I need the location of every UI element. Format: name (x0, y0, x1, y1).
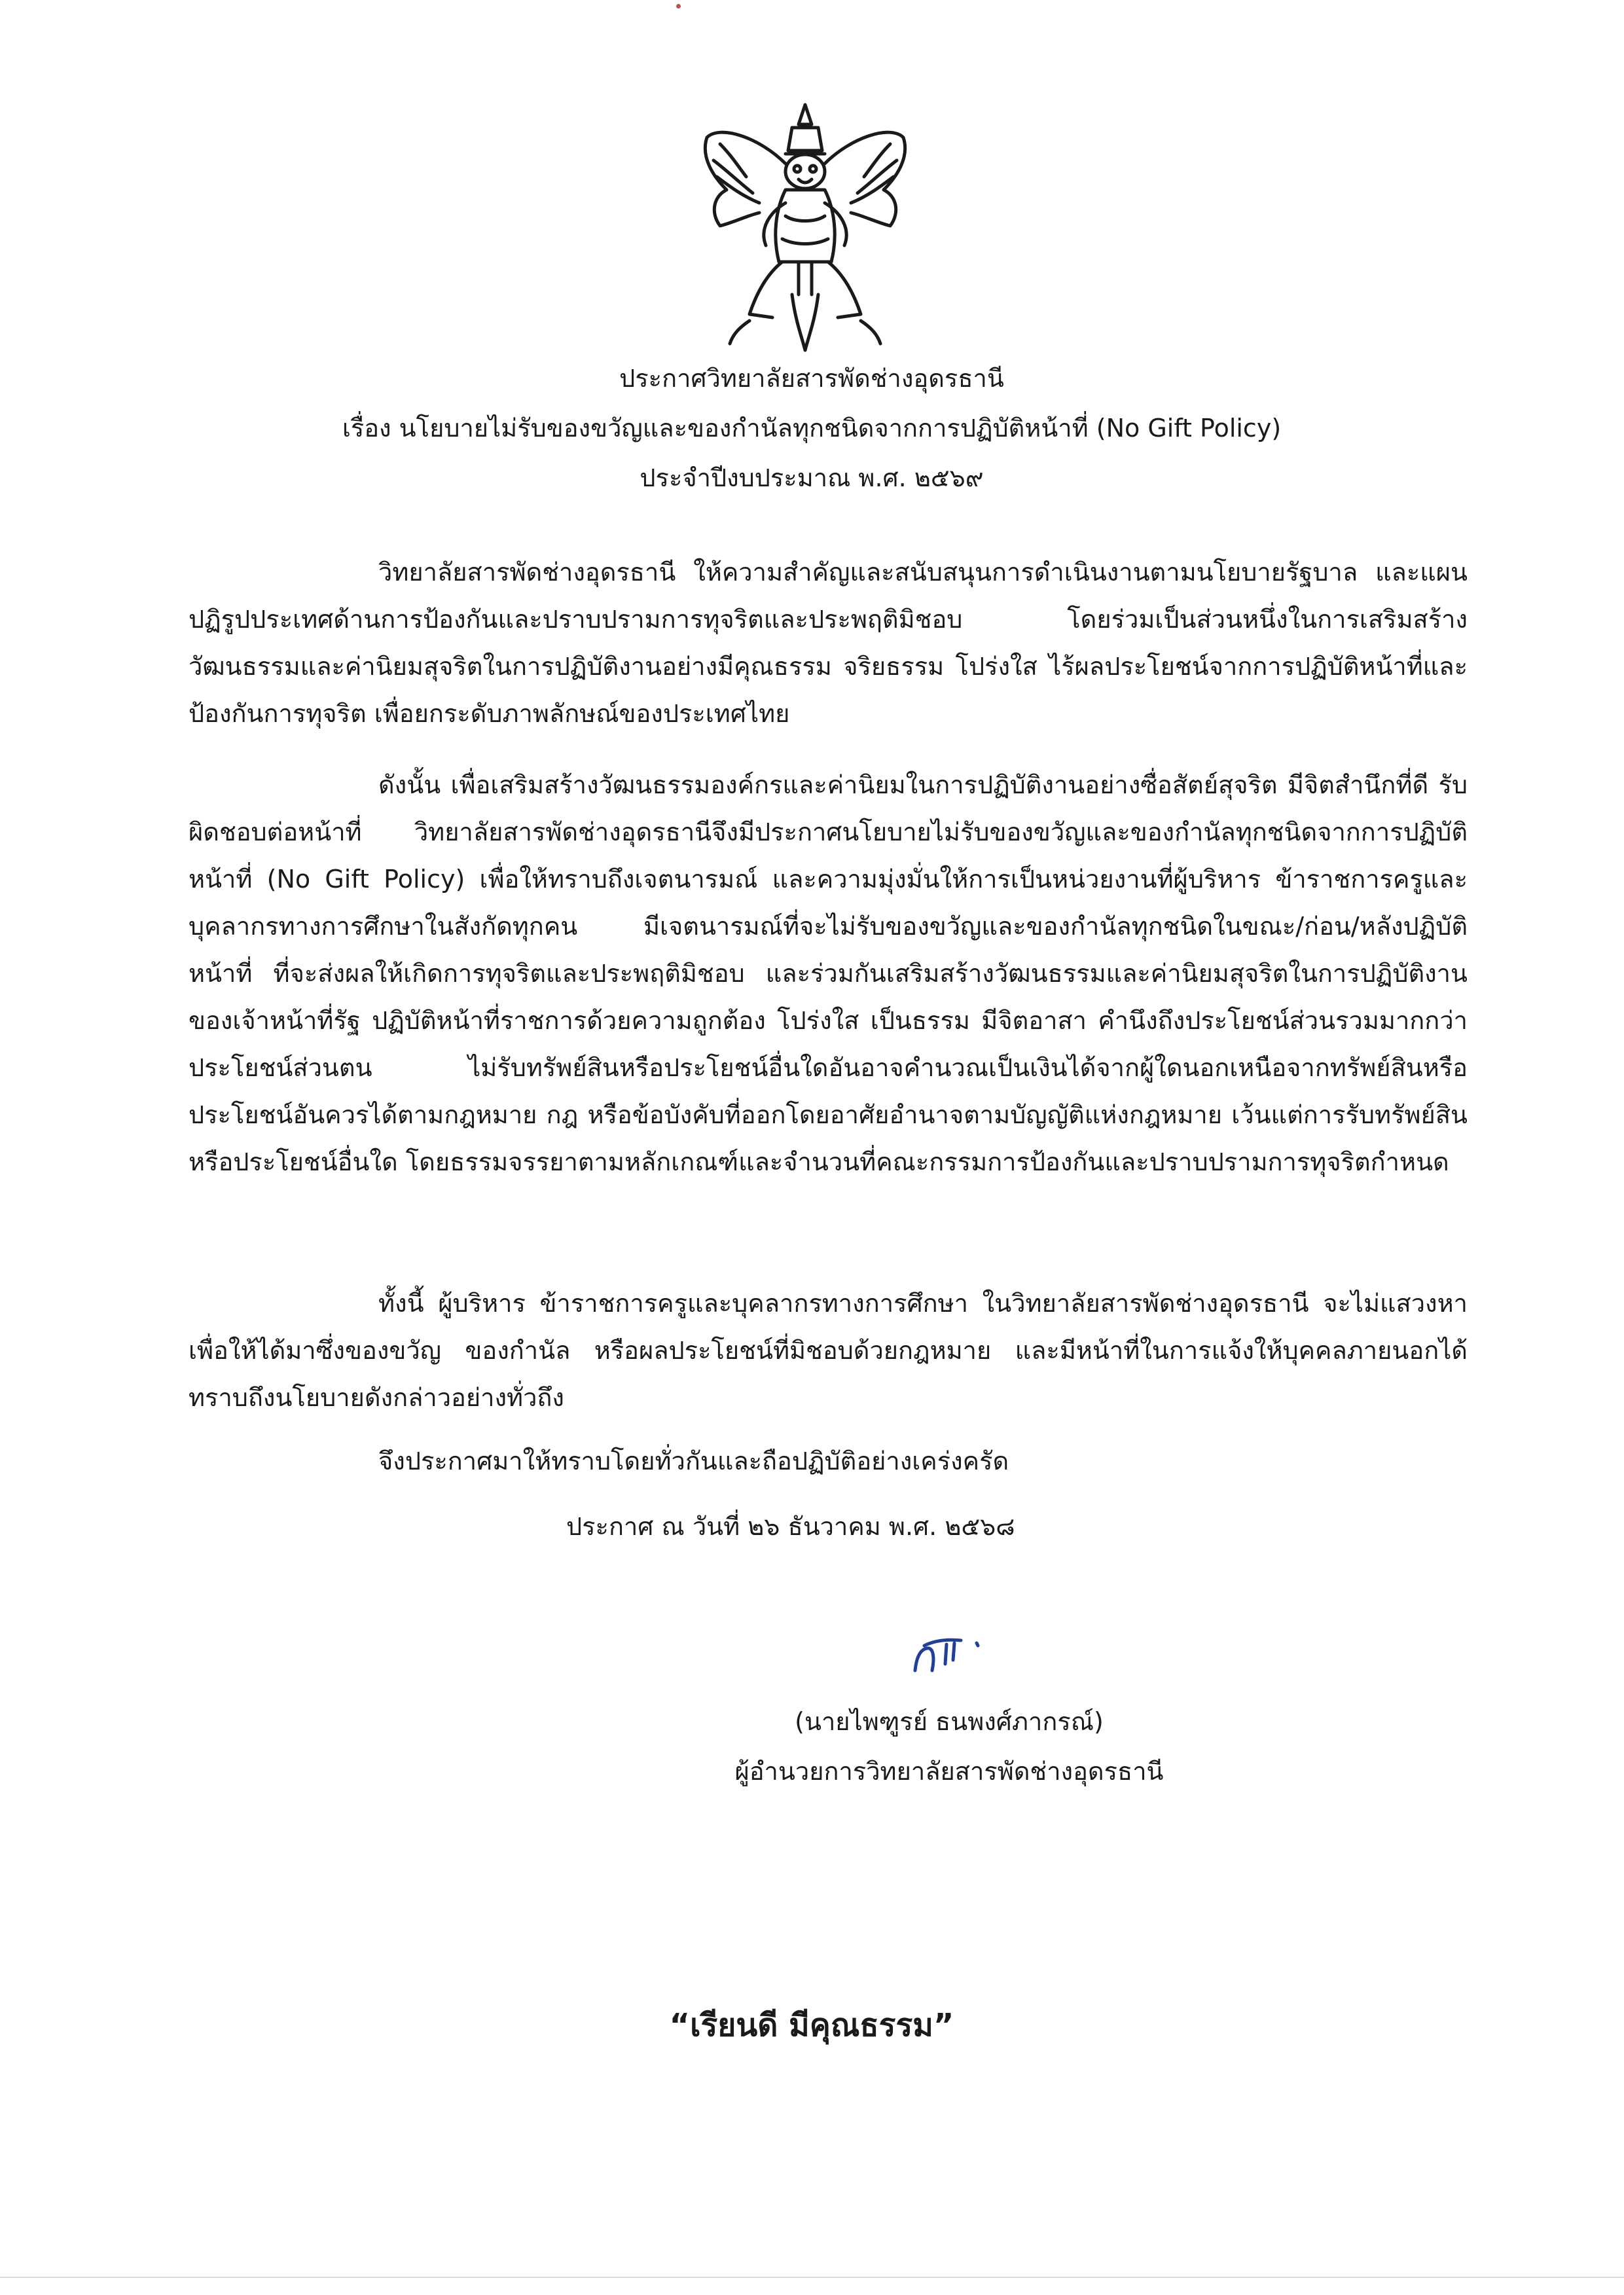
body-paragraph-3 (189, 1280, 1468, 1421)
body-paragraph-1 (189, 549, 1468, 737)
paragraph-text: จึงประกาศมาให้ทราบโดยทั่วกันและถือปฏิบัติอย่างเคร่งครัด (378, 1447, 1009, 1475)
announcement-subject: เรื่อง นโยบายไม่รับของขวัญและของกำนัลทุกชนิดจากการปฏิบัติหน้าที่ (No Gift Policy) (342, 414, 1282, 443)
signer-name: (นายไพฑูรย์ ธนพงศ์ภากรณ์) (795, 1707, 1104, 1736)
page-bottom-rule (0, 2277, 1624, 2278)
school-motto: “เรียนดี มีคุณธรรม” (669, 2007, 954, 2044)
announcement-heading: ประกาศวิทยาลัยสารพัดช่างอุดรธานี (619, 364, 1004, 393)
paragraph-text: ดังนั้น เพื่อเสริมสร้างวัฒนธรรมองค์กรและค่านิยมในการปฏิบัติงานอย่างซื่อสัตย์สุจริต มีจิตสำนึกที่ดี รับผิดชอบต่อหน้าที่ วิทยาลัยสารพัดช่างอุดรธานีจึงมีประกาศนโยบายไม่รับของขวัญและของกำนัลทุกชนิดจากการปฏิบัติหน้าที่ (No Gift Policy) เพื่อให้ทราบถึงเจตนารมณ์ และความมุ่งมั่นให้การเป็นหน่วยงานที่ผู้บริหาร ข้าราชการครูและบุคลากรทางการศึกษาในสังกัดทุกคน มีเจตนารมณ์ที่จะไม่รับของขวัญและของกำนัลทุกชนิดในขณะ/ก่อน/หลังปฏิบัติหน้าที่ ที่จะส่งผลให้เกิดการทุจริตและประพฤติมิชอบ และร่วมกันเสริมสร้างวัฒนธรรมและค่านิยมสุจริตในการปฏิบัติงานของเจ้าหน้าที่รัฐ ปฏิบัติหน้าที่ราชการด้วยความถูกต้อง โปร่งใส เป็นธรรม มีจิตอาสา คำนึงถึงประโยชน์ส่วนรวมมากกว่าประโยชน์ส่วนตน ไม่รับทรัพย์สินหรือประโยชน์อื่นใดอันอาจคำนวณเป็นเงินได้จากผู้ใดนอกเหนือจากทรัพย์สินหรือประโยชน์อันควรได้ตามกฎหมาย กฎ หรือข้อบังคับที่ออกโดยอาศัยอำนาจตามบัญญัติแห่งกฎหมาย เว้นแต่การรับทรัพย์สินหรือประโยชน์อื่นใด โดยธรรมจรรยาตามหลักเกณฑ์และจำนวนที่คณะกรรมการป้องกันและปราบปรามการทุจริตกำหนด (189, 770, 1468, 1176)
announcement-date: ประกาศ ณ วันที่ ๒๖ ธันวาคม พ.ศ. ๒๕๖๘ (566, 1512, 1015, 1541)
paragraph-text: ทั้งนี้ ผู้บริหาร ข้าราชการครูและบุคลากรทางการศึกษา ในวิทยาลัยสารพัดช่างอุดรธานี จะไม่แสวงหาเพื่อให้ได้มาซึ่งของขวัญ ของกำนัล หรือผลประโยชน์ที่มิชอบด้วยกฎหมาย และมีหน้าที่ในการแจ้งให้บุคคลภายนอกได้ทราบถึงนโยบายดังกล่าวอย่างทั่วถึง (189, 1289, 1468, 1412)
body-paragraph-4 (189, 1437, 1468, 1485)
signer-position: ผู้อำนวยการวิทยาลัยสารพัดช่างอุดรธานี (734, 1757, 1164, 1786)
fiscal-year-line: ประจำปีงบประมาณ พ.ศ. ๒๕๖๙ (640, 463, 984, 492)
red-mark-dot (676, 4, 681, 9)
handwritten-signature-icon (909, 1631, 987, 1677)
paragraph-text: วิทยาลัยสารพัดช่างอุดรธานี ให้ความสำคัญและสนับสนุนการดำเนินงานตามนโยบายรัฐบาล และแผนปฏิรูปประเทศด้านการป้องกันและปราบปรามการทุจริตและประพฤติมิชอบ โดยร่วมเป็นส่วนหนึ่งในการเสริมสร้างวัฒนธรรมและค่านิยมสุจริตในการปฏิบัติงานอย่างมีคุณธรรม จริยธรรม โปร่งใส ไร้ผลประโยชน์จากการปฏิบัติหน้าที่และป้องกันการทุจริต เพื่อยกระดับภาพลักษณ์ของประเทศไทย (189, 558, 1468, 728)
garuda-emblem-icon (694, 98, 916, 357)
body-paragraph-2 (189, 761, 1468, 1185)
